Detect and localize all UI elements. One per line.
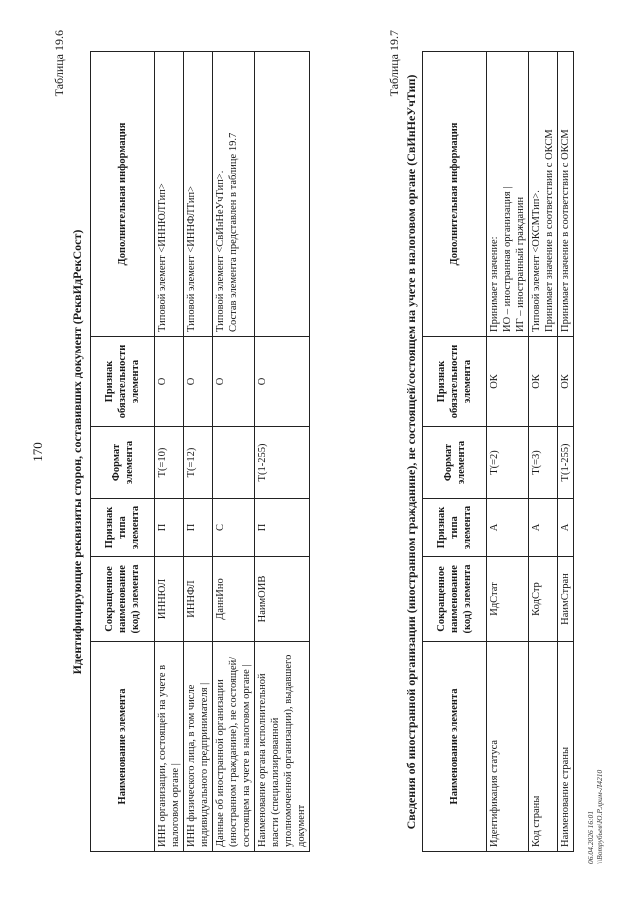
header-cell: Формат элемента xyxy=(423,427,487,499)
header-cell: Сокращенное наименование (код) элемента xyxy=(91,557,155,642)
header-cell: Наименование элемента xyxy=(91,642,155,852)
element-format: T(=12) xyxy=(184,427,213,499)
table-row xyxy=(155,52,184,852)
element-code: ИдСтат xyxy=(487,557,529,642)
header-cell: Признак обязательности элемента xyxy=(423,337,487,427)
element-info: Типовой элемент <ОКСМТип>. Принимает значение в соответствии с ОКСМ xyxy=(529,52,558,337)
element-required: О xyxy=(255,337,310,427)
table-row xyxy=(184,52,213,852)
element-required: ОК xyxy=(558,337,574,427)
element-info: Принимает значение в соответствии с ОКСМ xyxy=(558,52,574,337)
element-type: А xyxy=(487,499,529,557)
element-name: Данные об иностранной организации (иностранном гражданине), не состоящей/состоящем на учете в налоговом органе | xyxy=(213,642,255,852)
header-cell: Признак типа элемента xyxy=(423,499,487,557)
element-type: А xyxy=(529,499,558,557)
element-required: ОК xyxy=(487,337,529,427)
header-cell: Формат элемента xyxy=(91,427,155,499)
header-cell: Признак типа элемента xyxy=(91,499,155,557)
table-19-6-title: Идентифицирующие реквизиты сторон, составивших документ (РеквИдРекСост) xyxy=(70,229,84,675)
header-cell: Признак обязательности элемента xyxy=(91,337,155,427)
element-name: Наименование органа исполнительной власти (специализированной уполномоченной организации), выдавшего документ xyxy=(255,642,310,852)
element-format: T(1-255) xyxy=(255,427,310,499)
element-name: Код страны xyxy=(529,642,558,852)
table-19-7-title: Сведения об иностранной организации (иностранном гражданине), не состоящей/состоящем на учете в налоговом органе (СвИнНеУчТип) xyxy=(404,74,418,830)
element-format xyxy=(213,427,255,499)
table-19-6-label: Таблица 19.6 xyxy=(52,30,66,97)
table-row xyxy=(255,52,310,852)
table-19-6 xyxy=(90,51,310,852)
header-cell: Наименование элемента xyxy=(423,642,487,852)
element-type: А xyxy=(558,499,574,557)
element-code: ИННФЛ xyxy=(184,557,213,642)
element-type: С xyxy=(213,499,255,557)
element-code: НаимОИВ xyxy=(255,557,310,642)
element-info: Принимает значение: ИО – иностранная организация | ИГ – иностранный гражданин xyxy=(487,52,529,337)
element-code: КодСтр xyxy=(529,557,558,642)
element-info: Типовой элемент <ИННФЛТип> xyxy=(184,52,213,337)
element-code: НаимСтран xyxy=(558,557,574,642)
print-timestamp: 06.04.2026 16:01 xyxy=(586,810,595,864)
table-row xyxy=(529,52,558,852)
table-row xyxy=(487,52,529,852)
element-code: ИННЮЛ xyxy=(155,557,184,642)
element-required: О xyxy=(184,337,213,427)
element-name: ИНН физического лица, в том числе индивидуального предпринимателя | xyxy=(184,642,213,852)
print-footer xyxy=(586,770,604,864)
element-info: Типовой элемент <ИННЮЛТип> xyxy=(155,52,184,337)
element-code: ДаннИно xyxy=(213,557,255,642)
header-cell: Дополнительная информация xyxy=(91,52,155,337)
element-format: T(=2) xyxy=(487,427,529,499)
table-19-7-label: Таблица 19.7 xyxy=(387,30,401,97)
document-page xyxy=(20,22,620,882)
element-type: П xyxy=(155,499,184,557)
header-cell: Дополнительная информация xyxy=(423,52,487,337)
table-19-6-header-row xyxy=(91,52,155,852)
element-format: T(=3) xyxy=(529,427,558,499)
header-cell: Сокращенное наименование (код) элемента xyxy=(423,557,487,642)
element-name: Наименование страны xyxy=(558,642,574,852)
element-name: ИНН организации, состоящей на учете в налоговом органе | xyxy=(155,642,184,852)
element-required: ОК xyxy=(529,337,558,427)
element-format: T(=10) xyxy=(155,427,184,499)
element-required: О xyxy=(213,337,255,427)
page-number: 170 xyxy=(30,442,45,462)
element-required: О xyxy=(155,337,184,427)
table-19-7-header-row xyxy=(423,52,487,852)
element-info xyxy=(255,52,310,337)
table-row xyxy=(558,52,574,852)
table-row xyxy=(213,52,255,852)
element-format: T(1-255) xyxy=(558,427,574,499)
element-name: Идентификация статуса xyxy=(487,642,529,852)
element-type: П xyxy=(184,499,213,557)
print-path: \\Вотрубьев\Ю.Р.лрим-Л4210 xyxy=(595,769,604,864)
element-type: П xyxy=(255,499,310,557)
table-19-7 xyxy=(422,51,574,852)
element-info: Типовой элемент <СвИнНеУчТип>. Состав элемента представлен в таблице 19.7 xyxy=(213,52,255,337)
